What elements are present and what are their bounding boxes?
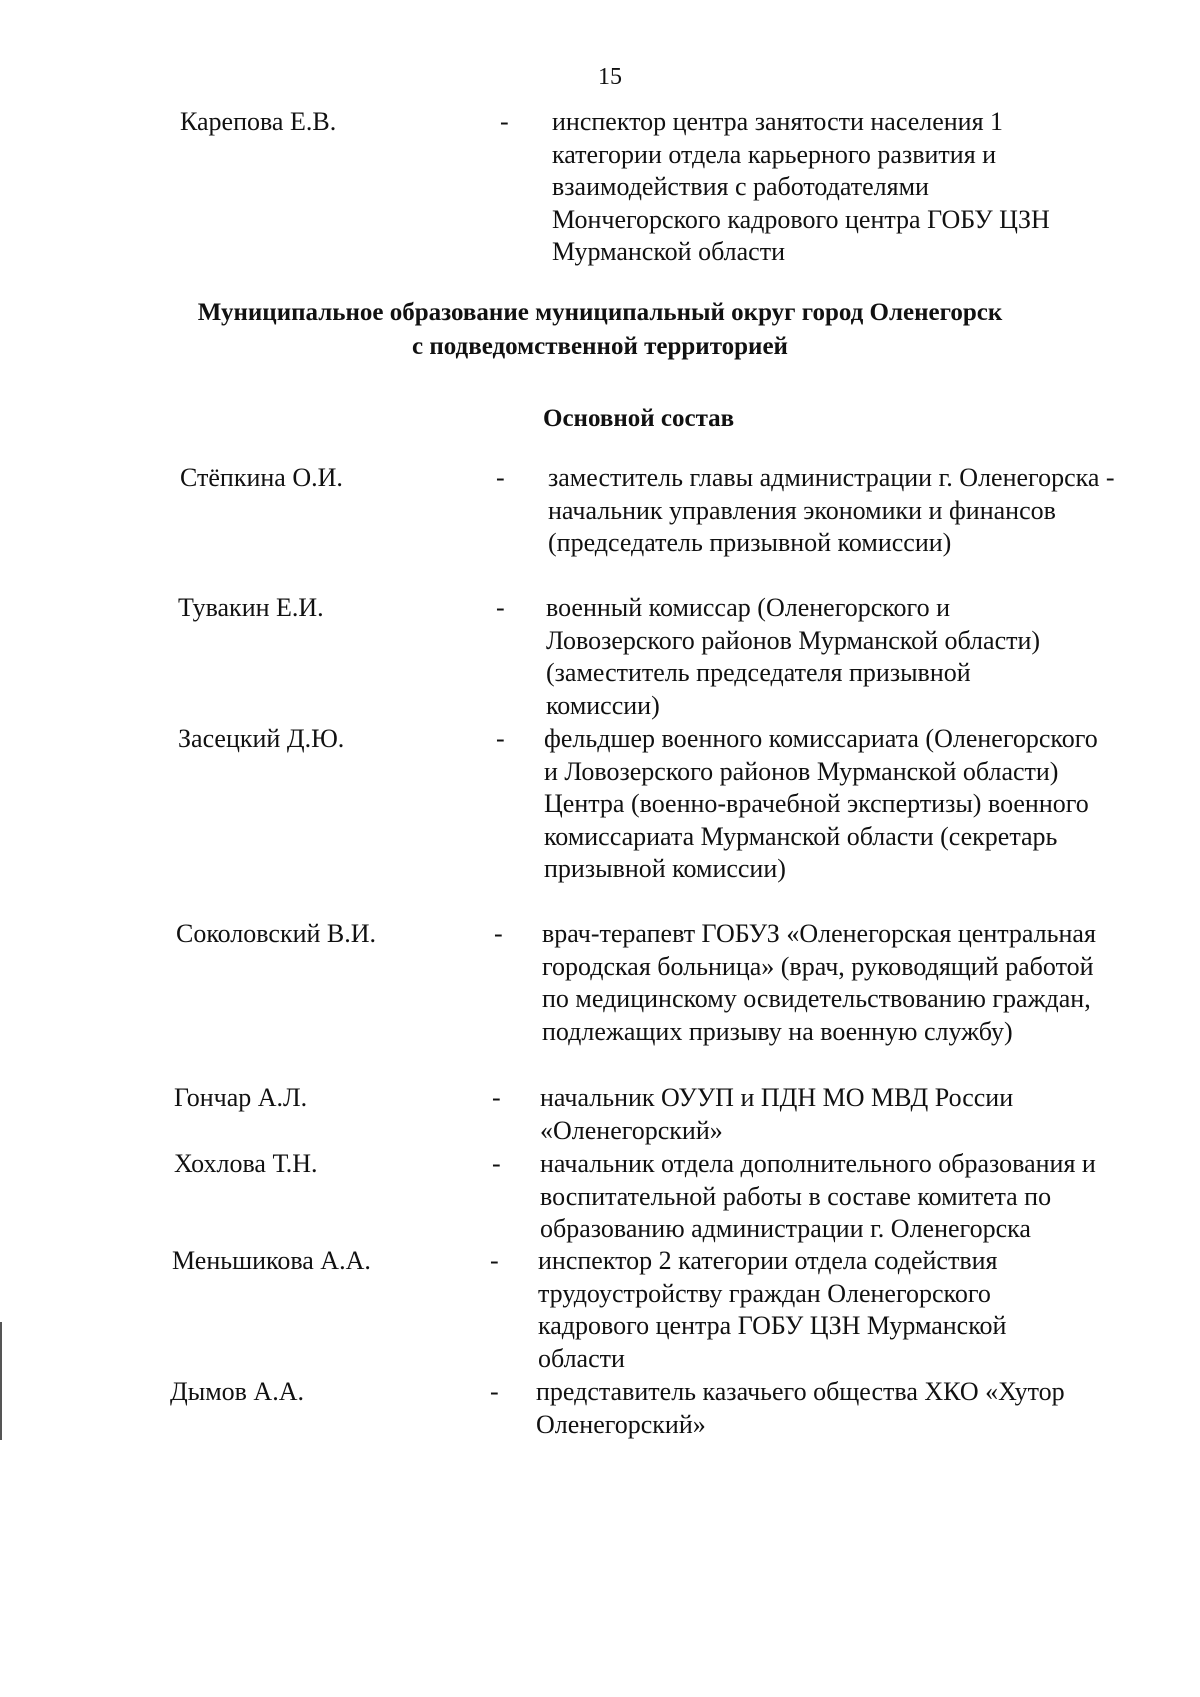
member-name: Гончар А.Л. bbox=[174, 1083, 308, 1112]
separator-dash: - bbox=[496, 463, 505, 492]
member-name: Карепова Е.В. bbox=[180, 107, 337, 136]
member-name: Соколовский В.И. bbox=[176, 919, 377, 948]
member-position: врач-терапевт ГОБУЗ «Оленегорская центральная городская больница» (врач, руководящий работой по медицинскому освидетельствованию граждан, подлежащих призыву на военную службу) bbox=[542, 919, 1096, 1046]
member-name: Хохлова Т.Н. bbox=[174, 1149, 318, 1178]
member-name: Тувакин Е.И. bbox=[178, 593, 324, 622]
member-name: Дымов А.А. bbox=[170, 1377, 304, 1406]
section-subtitle: Основной состав bbox=[543, 405, 735, 432]
section-title-line-2: с подведомственной территорией bbox=[412, 333, 788, 360]
page-number: 15 bbox=[598, 64, 622, 90]
section-title bbox=[120, 296, 1080, 364]
member-position: начальник отдела дополнительного образования и воспитательной работы в составе комитета по образованию администрации г. Оленегорска bbox=[540, 1149, 1096, 1243]
member-position: фельдшер военного комиссариата (Оленегорского и Ловозерского районов Мурманской области) Центра (военно-врачебной экспертизы) военного комиссариата Мурманской области (секретарь призывной комиссии) bbox=[544, 724, 1098, 883]
separator-dash: - bbox=[490, 1377, 499, 1406]
member-position: начальник ОУУП и ПДН МО МВД России «Оленегорский» bbox=[540, 1083, 1014, 1145]
separator-dash: - bbox=[496, 593, 505, 622]
member-position: инспектор центра занятости населения 1 категории отдела карьерного развития и взаимодействия с работодателями Мончегорского кадрового центра ГОБУ ЦЗН Мурманской области bbox=[552, 107, 1050, 266]
section-title-line-1: Муниципальное образование муниципальный округ город Оленегорск bbox=[197, 299, 1003, 326]
separator-dash: - bbox=[490, 1246, 499, 1275]
member-name: Меньшикова А.А. bbox=[172, 1246, 371, 1275]
member-name: Стёпкина О.И. bbox=[180, 463, 343, 492]
member-position: инспектор 2 категории отдела содействия трудоустройству граждан Оленегорского кадрового центра ГОБУ ЦЗН Мурманской области bbox=[538, 1246, 1007, 1373]
member-name: Засецкий Д.Ю. bbox=[178, 724, 345, 753]
scan-edge-mark bbox=[0, 1322, 2, 1440]
member-position: военный комиссар (Оленегорского и Ловозерского районов Мурманской области) (заместитель председателя призывной комиссии) bbox=[546, 593, 1041, 720]
separator-dash: - bbox=[492, 1083, 501, 1112]
separator-dash: - bbox=[496, 724, 505, 753]
separator-dash: - bbox=[500, 107, 509, 136]
member-position: заместитель главы администрации г. Оленегорска - начальник управления экономики и финансов (председатель призывной комиссии) bbox=[548, 463, 1115, 557]
separator-dash: - bbox=[492, 1149, 501, 1178]
separator-dash: - bbox=[494, 919, 503, 948]
member-position: представитель казачьего общества ХКО «Хутор Оленегорский» bbox=[536, 1377, 1065, 1439]
